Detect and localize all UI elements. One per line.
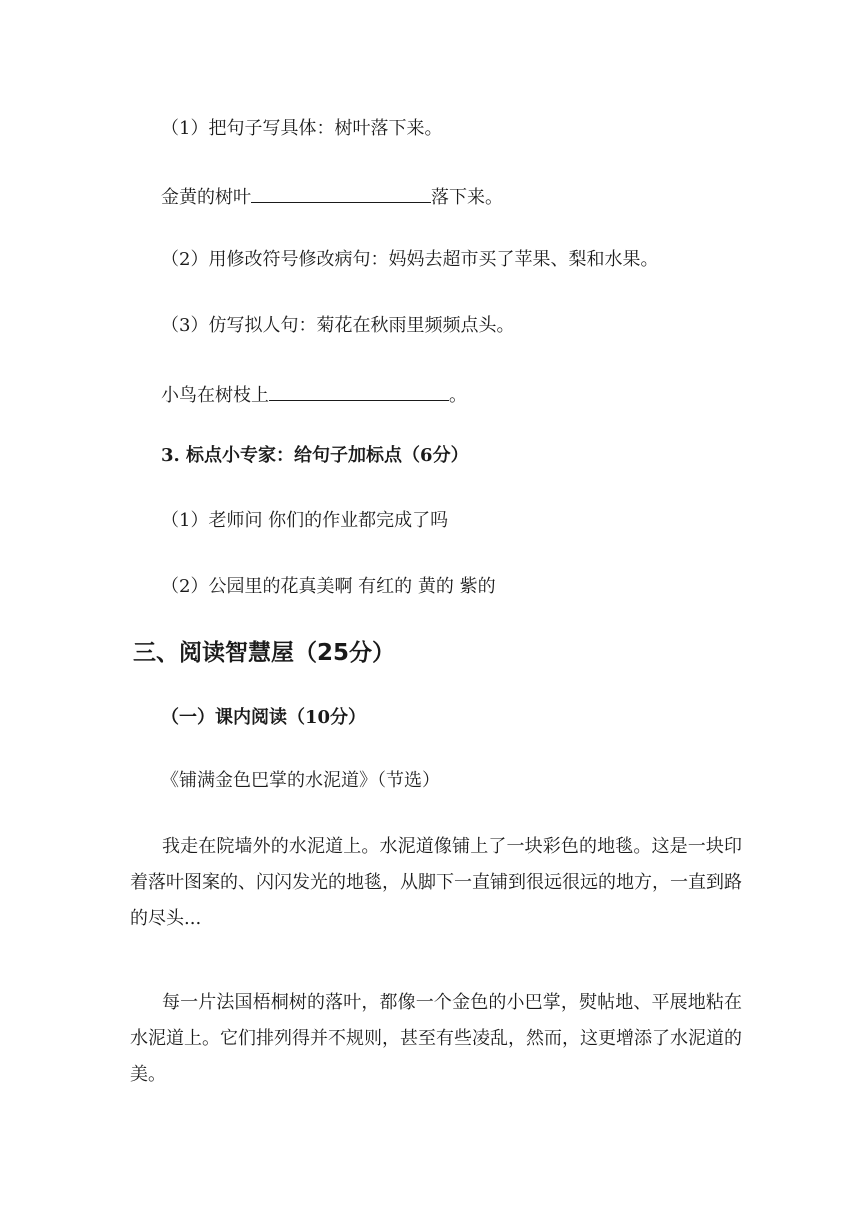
question-3-answer-line: [161, 380, 467, 408]
question-1-answer-line: [161, 182, 503, 210]
question-3-prefix: 小鸟在树枝上: [161, 385, 269, 406]
question-1-prompt: （1）把句子写具体：树叶落下来。: [161, 118, 443, 139]
question-3-prompt: （3）仿写拟人句：菊花在秋雨里频频点头。: [161, 315, 515, 336]
passage-paragraph-2: 每一片法国梧桐树的落叶，都像一个金色的小巴掌，熨帖地、平展地粘在水泥道上。它们排列得并不规则，甚至有些凌乱，然而，这更增添了水泥道的美。: [130, 992, 742, 1085]
answer-blank: [269, 380, 449, 401]
question-1-prefix: 金黄的树叶: [161, 187, 251, 208]
question-1-suffix: 落下来。: [431, 187, 503, 208]
reading-section-heading: 三、阅读智慧屋（25分）: [133, 640, 396, 666]
punctuation-item-1: （1）老师问 你们的作业都完成了吗: [161, 510, 449, 531]
question-2-prompt: （2）用修改符号修改病句：妈妈去超市买了苹果、梨和水果。: [161, 249, 659, 270]
punctuation-item-2: （2）公园里的花真美啊 有红的 黄的 紫的: [161, 576, 496, 597]
answer-blank: [251, 182, 431, 203]
punctuation-section-title: 3. 标点小专家：给句子加标点（6分）: [161, 445, 469, 466]
reading-subsection-title: （一）课内阅读（10分）: [161, 707, 367, 728]
passage-paragraph-1: 我走在院墙外的水泥道上。水泥道像铺上了一块彩色的地毯。这是一块印着落叶图案的、闪闪发光的地毯，从脚下一直铺到很远很远的地方，一直到路的尽头...: [130, 836, 742, 929]
passage-title: 《铺满金色巴掌的水泥道》（节选）: [161, 770, 440, 791]
question-3-suffix: 。: [449, 385, 467, 406]
